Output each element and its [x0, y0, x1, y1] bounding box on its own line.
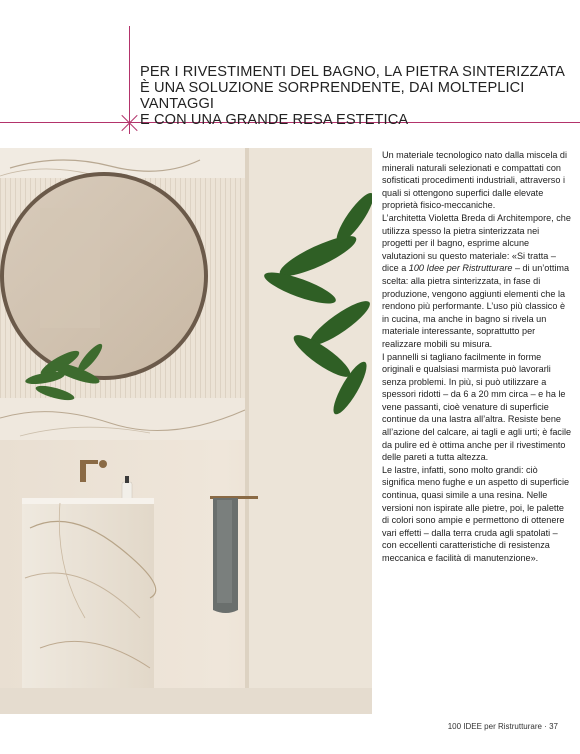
- article-body: [382, 149, 572, 565]
- headline-line-3: E CON UNA GRANDE RESA ESTETICA: [140, 112, 409, 128]
- article-paragraph-3: I pannelli si tagliano facilmente in forme originali e qualsiasi marmista può lavorarli senza problemi. In più, si può utilizzare a spessori ridotti – da 6 a 20 mm circa – e ha le vene passanti, cioè venature di superficie continue da una lastra all’altra. Resiste bene all’azione del calcare, ai tagli e agli urti; è facile da pulire ed è ottima anche per il rivestimento delle pareti a tutta altezza.: [382, 351, 572, 463]
- article-paragraph-1: Un materiale tecnologico nato dalla miscela di minerali naturali selezionati e compattati con sofisticati procedimenti industriali, attraverso i quali si ottengono superfici dalle elevate proprietà fisico-meccaniche.: [382, 150, 568, 211]
- headline-line-1: PER I RIVESTIMENTI DEL BAGNO, LA PIETRA SINTERIZZATA: [140, 64, 565, 80]
- bathroom-photo: [0, 148, 372, 714]
- article-paragraph-2-end: – di un’ottima scelta: alla pietra sinterizzata, in fase di produzione, vengono aggiunti elementi che la rendono più performante. L’uso più classico è in cucina, ma anche in bagno si rivela un materiale interessante, soprattutto per realizzare mobili su misura.: [382, 263, 570, 349]
- headline: [140, 64, 570, 128]
- headline-line-2: È UNA SOLUZIONE SORPRENDENTE, DAI MOLTEPLICI VANTAGGI: [140, 80, 525, 112]
- article-paragraph-4: Le lastre, infatti, sono molto grandi: ciò significa meno fughe e un aspetto di superficie continua, quasi simile a una resina. Nelle versioni non ispirate alle pietre, poi, le palette di colori sono ampie e permettono di ottenere vari effetti – dalla terra cruda agli spatolati – con eccellenti caratteristiche di resistenza meccanica e facilità di manutenzione».: [382, 464, 570, 563]
- page-folio: 100 IDEE per Ristrutturare · 37: [447, 722, 558, 731]
- article-paragraph-2-start: L’architetta Violetta Breda di Architempore, che utilizza spesso la pietra sinterizzata nei progetti per il bagno, esprime alcune valutazioni su questo materiale: «Si tratta – dice a: [382, 212, 571, 274]
- magazine-title-italic: 100 Idee per Ristrutturare: [408, 263, 513, 274]
- article-paragraph-2: [382, 212, 572, 351]
- decorative-vertical-rule: [129, 26, 130, 134]
